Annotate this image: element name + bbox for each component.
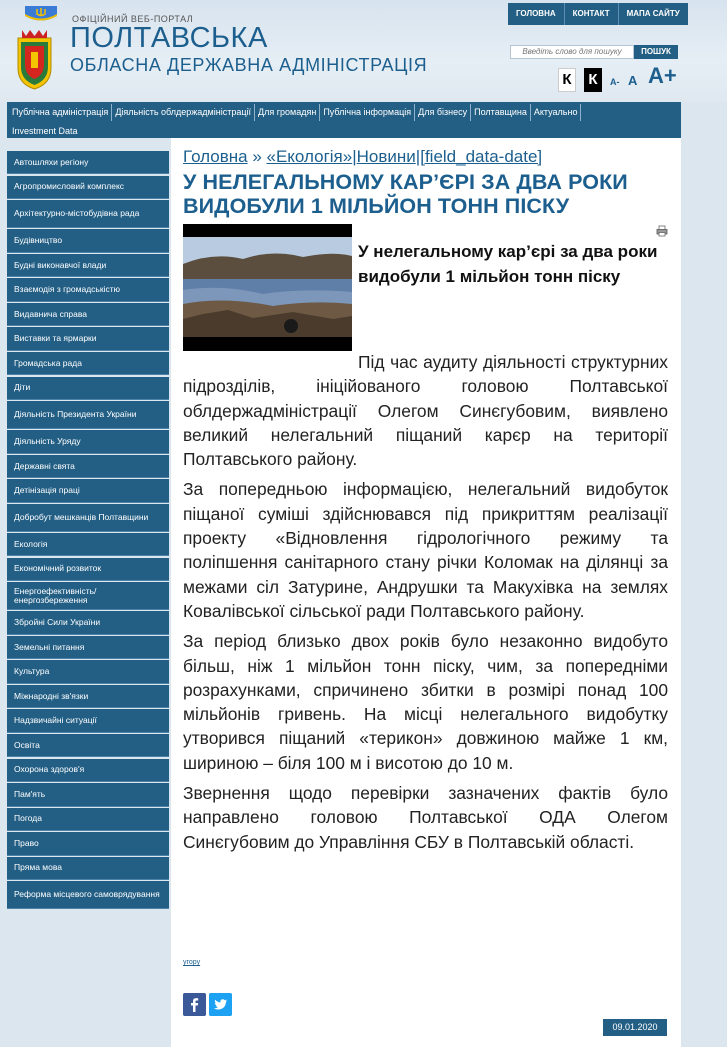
- nav-for-citizens[interactable]: Для громадян: [255, 104, 320, 121]
- ukraine-coat-of-arms-icon: [22, 3, 60, 23]
- font-decrease-button[interactable]: А-: [610, 77, 620, 87]
- print-icon[interactable]: [656, 225, 668, 237]
- breadcrumb-separator: »: [247, 147, 267, 166]
- article-paragraph: За період близько двох років було незаконно видобуто більш, ніж 1 мільйон тонн піску, чим, за попередніми розрахунками, спричинено збитки в розмірі понад 100 мільйонів гривень. На місці нелегального видобутку утворився піщаний «терикон» довжиною майже 1 км, шириною – біля 100 м і висотою до 10 м.: [183, 631, 668, 773]
- site-header: [0, 0, 727, 102]
- sidebar-item[interactable]: Громадська рада: [7, 352, 169, 375]
- home-link[interactable]: ГОЛОВНА: [508, 3, 565, 25]
- article-photo[interactable]: [183, 224, 352, 351]
- sidebar-item[interactable]: Будівництво: [7, 229, 169, 252]
- sitemap-link[interactable]: МАПА САЙТУ: [626, 9, 680, 18]
- sidebar-item[interactable]: Надзвичайні ситуації: [7, 709, 169, 732]
- sidebar-item[interactable]: Право: [7, 832, 169, 855]
- top-links: [508, 3, 688, 25]
- sidebar-item[interactable]: Агропромисловий комплекс: [7, 176, 169, 199]
- facebook-share-icon[interactable]: [183, 993, 206, 1016]
- sidebar-item[interactable]: Пам'ять: [7, 783, 169, 806]
- sidebar-item[interactable]: Добробут мешканців Полтавщини: [7, 504, 169, 532]
- main-navigation: [7, 102, 681, 138]
- sidebar-item[interactable]: Діяльність Уряду: [7, 430, 169, 453]
- font-normal-button[interactable]: А: [628, 73, 638, 88]
- site-subtitle[interactable]: ОБЛАСНА ДЕРЖАВНА АДМІНІСТРАЦІЯ: [70, 55, 428, 75]
- main-content: [171, 138, 681, 1047]
- sidebar-item[interactable]: Освіта: [7, 734, 169, 757]
- sidebar-item[interactable]: Державні свята: [7, 455, 169, 478]
- contrast-dark-button[interactable]: К: [584, 68, 602, 92]
- nav-oda-activity[interactable]: Діяльність облдержадміністрації: [112, 104, 255, 121]
- twitter-share-icon[interactable]: [209, 993, 232, 1016]
- back-to-top-link[interactable]: угору: [183, 959, 201, 966]
- site-title[interactable]: ПОЛТАВСЬКА: [70, 22, 268, 54]
- sidebar-item[interactable]: Пряма мова: [7, 857, 169, 880]
- contrast-normal-button[interactable]: К: [558, 68, 576, 92]
- breadcrumb-category-link[interactable]: «Екологія»: [266, 147, 353, 166]
- font-increase-button[interactable]: А+: [648, 63, 677, 88]
- article-body: [183, 350, 668, 860]
- breadcrumb-home-link[interactable]: Головна: [183, 147, 248, 166]
- sidebar-item[interactable]: Діти: [7, 377, 169, 400]
- nav-investment-data[interactable]: Investment Data: [12, 126, 78, 136]
- sidebar-item[interactable]: Міжнародні зв'язки: [7, 685, 169, 708]
- nav-poltava-region[interactable]: Полтавщина: [471, 104, 531, 121]
- breadcrumb-date-link[interactable]: [field_data-date]: [420, 147, 543, 166]
- sidebar-item[interactable]: Охорона здоров'я: [7, 759, 169, 782]
- article-paragraph: Під час аудиту діяльності структурних підрозділів, ініційованого головою Полтавської облдержадміністрації Олегом Синєгубовим, виявлено великий нелегальний піщаний карєр на території Полтавського району.: [183, 352, 668, 470]
- sidebar-item[interactable]: Автошляхи регіону: [7, 151, 169, 174]
- sidebar-item[interactable]: Земельні питання: [7, 636, 169, 659]
- sidebar-item[interactable]: Реформа місцевого самоврядування: [7, 881, 169, 909]
- article-paragraph: Звернення щодо перевірки зазначених фактів було направлено головою Полтавської ОДА Олегом Синєгубовим до Управління СБУ в Полтавській області.: [183, 783, 668, 852]
- sidebar-item[interactable]: Культура: [7, 660, 169, 683]
- sidebar-item[interactable]: Екологія: [7, 533, 169, 556]
- article-paragraph: За попередньою інформацією, нелегальний видобуток піщаної суміші здійснювався під прикриттям реалізації проекту «Відновлення гідрологічного режиму та поліпшення санітарного стану річки Коломак на ділянці за межами сіл Затурине, Андрушки та Макухівка на землях Ковалівської сільської ради Полтавського району.: [183, 479, 668, 621]
- page-title: У НЕЛЕГАЛЬНОМУ КАР’ЄРІ ЗА ДВА РОКИ ВИДОБУЛИ 1 МІЛЬЙОН ТОНН ПІСКУ: [183, 170, 628, 218]
- sidebar-item[interactable]: Енергоефективність/ енергозбереження: [7, 582, 169, 610]
- sidebar-item[interactable]: Економічний розвиток: [7, 558, 169, 581]
- article-date-badge: 09.01.2020: [603, 1019, 667, 1036]
- sidebar-item[interactable]: Виставки та ярмарки: [7, 327, 169, 350]
- nav-for-business[interactable]: Для бізнесу: [415, 104, 471, 121]
- sidebar-item[interactable]: Діяльність Президента України: [7, 401, 169, 429]
- sidebar-menu: [7, 151, 169, 910]
- breadcrumb: [183, 147, 542, 167]
- sidebar-item[interactable]: Архітектурно-містобудівна рада: [7, 200, 169, 228]
- sidebar-item[interactable]: Взаємодія з громадськістю: [7, 278, 169, 301]
- nav-actual[interactable]: Актуально: [531, 104, 582, 121]
- poltava-oblast-emblem-icon[interactable]: [12, 28, 57, 90]
- sidebar-item[interactable]: Детінізація праці: [7, 479, 169, 502]
- search-button[interactable]: ПОШУК: [634, 45, 678, 59]
- portal-label: ОФІЦІЙНИЙ ВЕБ-ПОРТАЛ: [72, 14, 194, 24]
- sidebar-item[interactable]: Збройні Сили України: [7, 611, 169, 634]
- breadcrumb-separator: |: [352, 147, 357, 166]
- breadcrumb-separator: |: [415, 147, 421, 166]
- sidebar-item[interactable]: Погода: [7, 808, 169, 831]
- nav-public-administration[interactable]: Публічна адміністрація: [9, 104, 112, 121]
- search-input[interactable]: Введіть слово для пошуку: [510, 45, 634, 59]
- article-subheading: У нелегальному кар’єрі за два роки видобули 1 мільйон тонн піску: [358, 242, 658, 286]
- sidebar-item[interactable]: Будні виконавчої влади: [7, 254, 169, 277]
- contact-link[interactable]: КОНТАКТ: [565, 3, 619, 25]
- nav-public-information[interactable]: Публічна інформація: [320, 104, 415, 121]
- sidebar-item[interactable]: Видавнича справа: [7, 303, 169, 326]
- breadcrumb-news-link[interactable]: Новини: [356, 147, 416, 166]
